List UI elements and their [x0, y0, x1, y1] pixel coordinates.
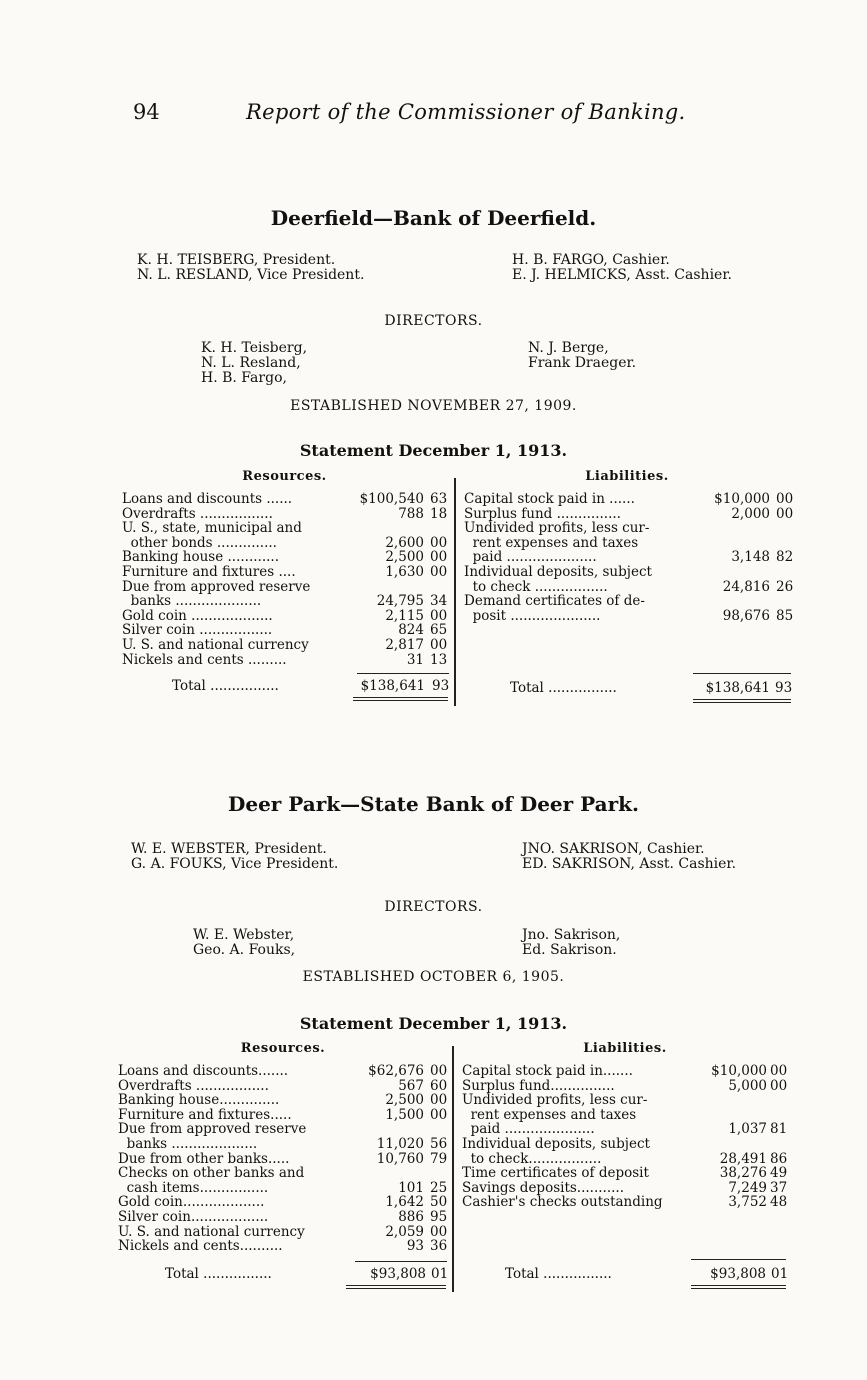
item-cents: 00	[770, 1063, 788, 1079]
ledger-row	[122, 507, 452, 522]
total-label: Total ................	[165, 1266, 272, 1282]
directors-right	[528, 341, 636, 371]
ledger-row	[118, 1225, 450, 1240]
item-label: rent expenses and taxes	[462, 1106, 637, 1123]
ledger-row	[462, 1079, 792, 1094]
item-cents: 00	[430, 636, 448, 653]
ledger-row	[122, 550, 452, 565]
item-cents: 50	[430, 1194, 448, 1211]
item-label: Capital stock paid in ......	[464, 491, 635, 507]
item-cents: 00	[770, 1077, 788, 1094]
ledger-row	[464, 536, 794, 551]
item-dollars: 31	[406, 651, 424, 668]
item-dollars: 2,500	[385, 1092, 424, 1109]
item-cents: 95	[430, 1208, 448, 1225]
item-label: Loans and discounts ......	[122, 491, 293, 507]
director-name: K. H. Teisberg,	[201, 340, 308, 356]
item-dollars: 567	[398, 1077, 424, 1094]
sum-rule	[355, 1261, 447, 1262]
item-cents: 65	[430, 622, 448, 639]
item-cents: 00	[430, 1106, 448, 1123]
item-dollars: $10,000	[711, 1063, 767, 1079]
item-label: Demand certificates of de-	[464, 593, 645, 610]
ledger-row	[462, 1064, 792, 1079]
ledger-row	[122, 580, 452, 595]
bank-title: Deer Park—State Bank of Deer Park.	[228, 792, 639, 816]
resources-list	[122, 492, 452, 667]
total-label: Total ................	[510, 680, 617, 696]
officer-line: K. H. TEISBERG, President.	[137, 252, 336, 268]
item-label: Individual deposits, subject	[464, 563, 652, 580]
double-rule	[346, 1285, 446, 1286]
double-rule	[691, 1285, 786, 1286]
resources-heading: Resources.	[240, 1041, 326, 1056]
ledger-row	[464, 507, 794, 522]
ledger-row	[462, 1137, 792, 1152]
ledger-row	[462, 1122, 792, 1137]
item-dollars: 2,115	[385, 607, 424, 624]
directors-right	[522, 928, 620, 958]
directors-left	[193, 928, 295, 958]
item-dollars: 1,037	[728, 1121, 767, 1138]
total-dollars: $93,808	[370, 1266, 426, 1282]
total-dollars: $93,808	[710, 1266, 766, 1282]
item-label: Savings deposits...........	[462, 1179, 624, 1196]
item-dollars: 3,752	[728, 1194, 767, 1211]
item-label: Furniture and fixtures.....	[118, 1106, 292, 1123]
ledger-row	[118, 1079, 450, 1094]
officer-line: W. E. WEBSTER, President.	[131, 841, 327, 857]
item-dollars: $62,676	[368, 1063, 424, 1079]
sum-rule	[693, 673, 791, 674]
directors-left	[201, 341, 307, 386]
ledger-row	[122, 492, 452, 507]
ledger-row	[122, 609, 452, 624]
item-label: to check.................	[462, 1150, 602, 1167]
directors-heading: DIRECTORS.	[384, 313, 483, 329]
officers-left	[131, 842, 338, 872]
item-cents: 48	[770, 1194, 788, 1211]
running-title: Report of the Commissioner of Banking.	[246, 100, 686, 124]
director-name: Geo. A. Fouks,	[193, 942, 296, 958]
ledger-row	[464, 521, 794, 536]
sum-rule	[691, 1259, 786, 1260]
established-date: ESTABLISHED OCTOBER 6, 1905.	[302, 969, 565, 985]
item-label: Overdrafts .................	[122, 505, 273, 522]
item-label: Due from other banks.....	[118, 1150, 290, 1167]
ledger-row	[464, 580, 794, 595]
officer-line: JNO. SAKRISON, Cashier.	[522, 841, 705, 857]
item-label: Individual deposits, subject	[462, 1135, 650, 1152]
item-dollars: 24,795	[376, 593, 424, 610]
ledger-row	[118, 1181, 450, 1196]
item-cents: 00	[430, 534, 448, 551]
item-cents: 26	[776, 578, 794, 595]
item-cents: 36	[430, 1238, 448, 1255]
item-label: Gold coin ...................	[122, 607, 273, 624]
item-dollars: 824	[398, 622, 424, 639]
double-rule	[691, 1288, 786, 1289]
officer-line: N. L. RESLAND, Vice President.	[137, 267, 365, 283]
item-dollars: 101	[398, 1179, 424, 1196]
item-dollars: 10,760	[376, 1150, 424, 1167]
double-rule	[693, 699, 791, 700]
item-cents: 81	[770, 1121, 788, 1138]
ledger-row	[122, 594, 452, 609]
officer-line: H. B. FARGO, Cashier.	[512, 252, 670, 268]
item-cents: 82	[776, 549, 794, 566]
item-label: Checks on other banks and	[118, 1165, 305, 1182]
ledger-row	[122, 565, 452, 580]
sum-rule	[357, 673, 449, 674]
ledger-row	[118, 1239, 450, 1254]
ledger-row	[462, 1152, 792, 1167]
double-rule	[353, 697, 448, 698]
item-label: Furniture and fixtures ....	[122, 563, 296, 580]
item-label: Banking house..............	[118, 1092, 280, 1109]
item-label: Loans and discounts.......	[118, 1063, 289, 1079]
item-dollars: 2,059	[385, 1223, 424, 1240]
item-cents: 63	[430, 491, 448, 507]
ledger-row	[464, 550, 794, 565]
item-dollars: 788	[398, 505, 424, 522]
directors-heading: DIRECTORS.	[384, 899, 483, 915]
column-divider	[454, 478, 456, 706]
item-dollars: 1,630	[385, 563, 424, 580]
item-dollars: 2,600	[385, 534, 424, 551]
director-name: N. L. Resland,	[201, 355, 301, 371]
total-label: Total ................	[172, 678, 279, 694]
director-name: Ed. Sakrison.	[522, 942, 617, 958]
item-cents: 60	[430, 1077, 448, 1094]
item-dollars: 2,500	[385, 549, 424, 566]
item-label: banks ....................	[118, 1135, 258, 1152]
item-label: U. S. and national currency	[122, 636, 309, 653]
item-label: Cashier's checks outstanding	[462, 1194, 663, 1211]
item-label: Undivided profits, less cur-	[464, 520, 650, 537]
item-cents: 85	[776, 607, 794, 624]
item-label: to check .................	[464, 578, 608, 595]
officers-right	[522, 842, 736, 872]
ledger-row	[462, 1195, 792, 1210]
item-label: U. S. and national currency	[118, 1223, 305, 1240]
liabilities-list	[464, 492, 794, 623]
liabilities-heading: Liabilities.	[585, 469, 669, 484]
ledger-row	[118, 1152, 450, 1167]
item-label: banks ....................	[122, 593, 262, 610]
liabilities-heading: Liabilities.	[583, 1041, 667, 1056]
director-name: H. B. Fargo,	[201, 370, 287, 386]
item-dollars: 93	[406, 1238, 424, 1255]
item-label: Banking house ............	[122, 549, 280, 566]
ledger-row	[118, 1166, 450, 1181]
item-label: Due from approved reserve	[118, 1121, 307, 1138]
liabilities-list	[462, 1064, 792, 1210]
item-cents: 00	[430, 1223, 448, 1240]
item-cents: 00	[430, 1063, 448, 1079]
ledger-row	[118, 1137, 450, 1152]
ledger-row	[464, 565, 794, 580]
item-cents: 56	[430, 1135, 448, 1152]
item-label: paid .....................	[464, 549, 597, 566]
item-dollars: 38,276	[719, 1165, 767, 1182]
total-cents: 93	[432, 678, 450, 694]
director-name: N. J. Berge,	[528, 340, 609, 356]
officer-line: G. A. FOUKS, Vice President.	[131, 856, 339, 872]
item-label: posit .....................	[464, 607, 601, 624]
officers-left	[137, 253, 364, 283]
item-label: Due from approved reserve	[122, 578, 311, 595]
item-dollars: 11,020	[376, 1135, 424, 1152]
item-dollars: 1,642	[385, 1194, 424, 1211]
item-cents: 18	[430, 505, 448, 522]
ledger-row	[118, 1122, 450, 1137]
item-dollars: 886	[398, 1208, 424, 1225]
total-label: Total ................	[505, 1266, 612, 1282]
item-label: Gold coin...................	[118, 1194, 265, 1211]
ledger-row	[122, 653, 452, 668]
item-cents: 13	[430, 651, 448, 668]
item-cents: 34	[430, 593, 448, 610]
officer-line: E. J. HELMICKS, Asst. Cashier.	[512, 267, 732, 283]
item-label: Surplus fund...............	[462, 1077, 615, 1094]
ledger-row	[122, 623, 452, 638]
ledger-row	[118, 1210, 450, 1225]
item-label: rent expenses and taxes	[464, 534, 639, 551]
total-dollars: $138,641	[360, 678, 425, 694]
double-rule	[693, 702, 791, 703]
item-dollars: 7,249	[728, 1179, 767, 1196]
item-cents: 00	[430, 563, 448, 580]
item-dollars: 28,491	[719, 1150, 767, 1167]
item-label: Capital stock paid in.......	[462, 1063, 633, 1079]
item-cents: 79	[430, 1150, 448, 1167]
item-label: U. S., state, municipal and	[122, 520, 302, 537]
item-cents: 86	[770, 1150, 788, 1167]
page-number: 94	[133, 100, 160, 124]
item-cents: 00	[776, 491, 794, 507]
ledger-row	[122, 521, 452, 536]
officers-right	[512, 253, 732, 283]
item-dollars: 2,000	[731, 505, 770, 522]
ledger-row	[462, 1181, 792, 1196]
ledger-row	[464, 609, 794, 624]
ledger-row	[464, 594, 794, 609]
officer-line: ED. SAKRISON, Asst. Cashier.	[522, 856, 737, 872]
ledger-row	[122, 638, 452, 653]
column-divider	[452, 1046, 454, 1292]
item-label: other bonds ..............	[122, 534, 277, 551]
ledger-row	[118, 1108, 450, 1123]
item-label: paid .....................	[462, 1121, 595, 1138]
item-label: cash items................	[118, 1179, 269, 1196]
statement-title: Statement December 1, 1913.	[299, 441, 568, 460]
item-label: Nickels and cents..........	[118, 1238, 283, 1255]
bank-title: Deerfield—Bank of Deerfield.	[270, 206, 597, 230]
ledger-row	[122, 536, 452, 551]
item-label: Surplus fund ...............	[464, 505, 621, 522]
item-cents: 25	[430, 1179, 448, 1196]
double-rule	[346, 1288, 446, 1289]
item-label: Silver coin .................	[122, 622, 273, 639]
item-dollars: $100,540	[359, 491, 424, 507]
ledger-row	[118, 1064, 450, 1079]
total-cents: 93	[775, 680, 793, 696]
item-label: Silver coin..................	[118, 1208, 269, 1225]
director-name: Frank Draeger.	[528, 355, 637, 371]
ledger-row	[462, 1108, 792, 1123]
item-label: Undivided profits, less cur-	[462, 1092, 648, 1109]
total-cents: 01	[431, 1266, 449, 1282]
established-date: ESTABLISHED NOVEMBER 27, 1909.	[290, 398, 577, 414]
total-dollars: $138,641	[705, 680, 770, 696]
item-cents: 00	[430, 549, 448, 566]
item-dollars: 3,148	[731, 549, 770, 566]
double-rule	[353, 700, 448, 701]
ledger-row	[118, 1093, 450, 1108]
item-label: Nickels and cents .........	[122, 651, 287, 668]
ledger-row	[462, 1166, 792, 1181]
item-cents: 00	[430, 607, 448, 624]
ledger-row	[464, 492, 794, 507]
item-cents: 00	[430, 1092, 448, 1109]
item-dollars: 24,816	[722, 578, 770, 595]
item-dollars: $10,000	[714, 491, 770, 507]
director-name: Jno. Sakrison,	[522, 927, 621, 943]
item-label: Time certificates of deposit	[462, 1165, 649, 1182]
resources-list	[118, 1064, 450, 1254]
resources-heading: Resources.	[242, 469, 327, 484]
item-dollars: 98,676	[722, 607, 770, 624]
item-dollars: 5,000	[728, 1077, 767, 1094]
total-cents: 01	[771, 1266, 789, 1282]
director-name: W. E. Webster,	[193, 927, 295, 943]
item-label: Overdrafts .................	[118, 1077, 269, 1094]
statement-title: Statement December 1, 1913.	[299, 1014, 568, 1033]
item-cents: 00	[776, 505, 794, 522]
item-dollars: 2,817	[385, 636, 424, 653]
ledger-row	[462, 1093, 792, 1108]
item-cents: 49	[770, 1165, 788, 1182]
item-cents: 37	[770, 1179, 788, 1196]
ledger-row	[118, 1195, 450, 1210]
item-dollars: 1,500	[385, 1106, 424, 1123]
